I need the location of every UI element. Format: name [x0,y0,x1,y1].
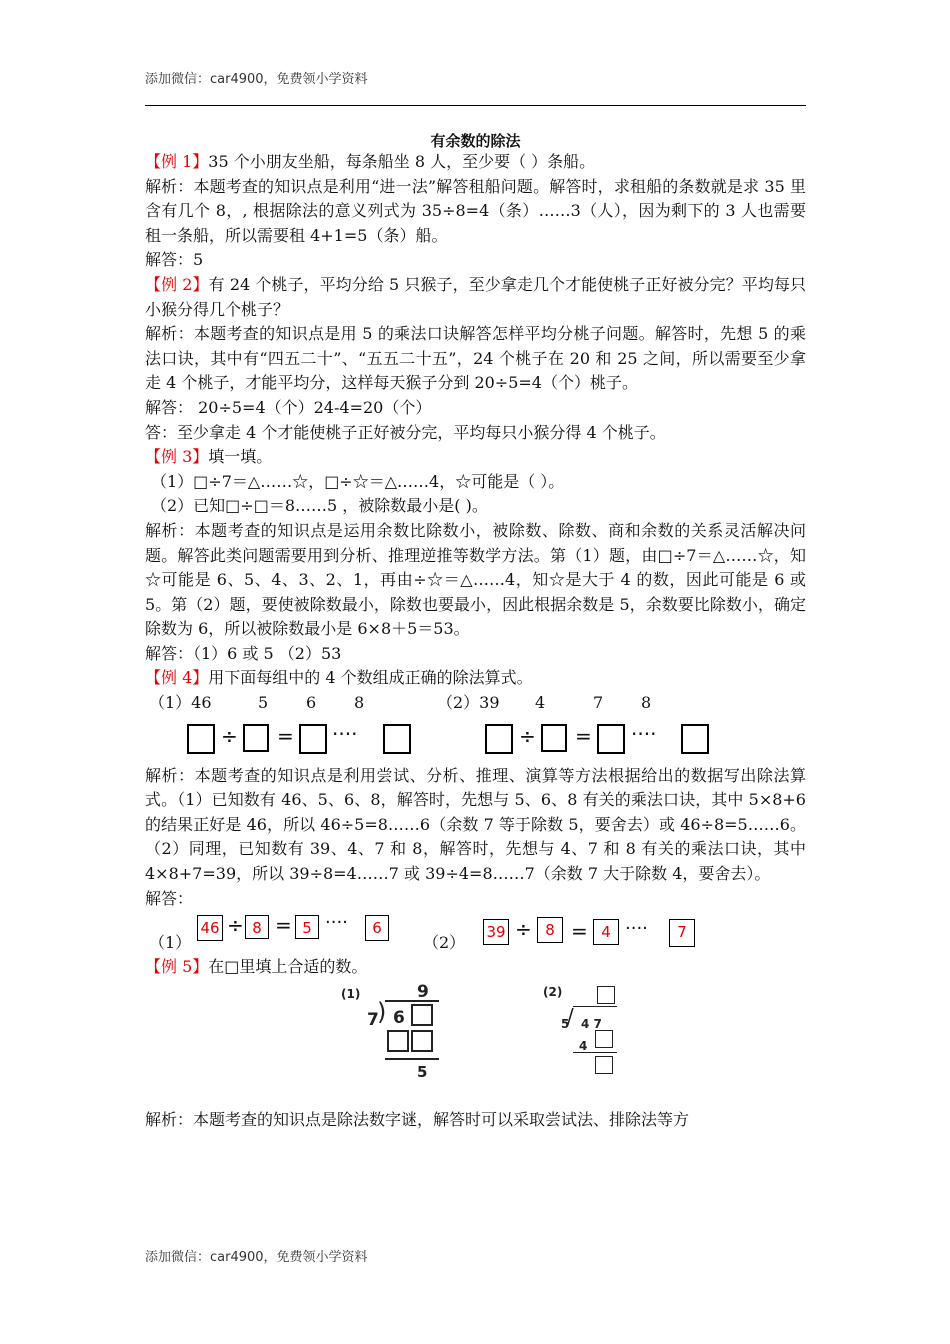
equals-sign: = [277,723,294,748]
example-2-question: 【例 2】有 24 个桃子，平均分给 5 只猴子，至少拿走几个才能使桃子正好被分完？平均每只小猴分得几个桃子？ [145,274,806,319]
group2-number-3: 7 [593,693,604,713]
puzzle-1-blank [411,1004,433,1026]
document-body [145,150,806,1132]
example-4-analysis: 解析：本题考查的知识点是利用尝试、分析、推理、演算等方法根据给出的数据写出除法算式。（1）已知数有 46、5、6、8，解答时，先想与 5、6、8 有关的乘法口诀，其中 5×8+6 的结果正好是 46，所以 46÷5=8……6（余数 7 等于除数 5，要舍去）或 46÷8=5……6。（2）同理，已知数有 39、4、7 和 8，解答时，先想与 4、7 和 8 有关的乘法口诀，其中 4×8+7=39，所以 39÷8=4……7 或 39÷4=8……7（余数 7 大于除数 4，要舍去）。 [145,765,806,884]
answer-1-quotient: 5 [295,915,319,939]
example-5-tag: 【例 5】 [145,957,209,977]
example-3-q2: （2）已知□÷□＝8……5 ，被除数最小是( )。 [151,496,488,516]
puzzle-1-subtract-line [385,1058,439,1060]
example-1-answer: 解答：5 [145,250,204,270]
puzzle-2-quotient-blank [597,986,615,1004]
puzzle-1-division-bar [385,1000,439,1002]
example-1-tag: 【例 1】 [145,152,209,171]
puzzle-2-blank [595,1030,613,1048]
puzzle-1-blank [387,1030,409,1052]
remainder-dots: ···· [332,721,358,746]
puzzle-2-bracket: / [567,1003,574,1028]
header-rule [145,105,806,106]
answer-1-label: （1） [149,933,192,953]
remainder-dots: ···· [625,918,648,940]
puzzle-2-divisor: 5 [561,1016,570,1031]
divide-sign: ÷ [515,917,532,942]
equals-sign: = [275,913,292,938]
example-2-tag: 【例 2】 [145,274,209,294]
example-2-analysis: 解析：本题考查的知识点是用 5 的乘法口诀解答怎样平均分桃子问题。解答时，先想 5 的乘法口诀，其中有“四五二十”、“五五二十五”，24 个桃子在 20 和 25 之间，所以需要至少拿走 4 个桃子，才能平均分，这样每天猴子分到 20÷5=4（个）桃子。 [145,324,806,393]
example-1-question: 【例 1】35 个小朋友坐船，每条船坐 8 人，至少要（ ）条船。 [145,152,596,171]
puzzle-2-label: (2) [543,984,563,999]
example-2-reply: 答：至少拿走 4 个才能使桃子正好被分完，平均每只小猴分得 4 个桃子。 [145,422,666,442]
remainder-dots: ···· [325,912,348,934]
answer-1-remainder: 6 [365,915,389,941]
answer-1-divisor: 8 [245,915,269,939]
example-3-question: 【例 3】填一填。 [145,447,273,467]
puzzle-2-remainder-blank [595,1056,613,1074]
example-4-blank-equations [145,716,806,758]
puzzle-1-label: (1) [341,986,361,1001]
answer-2-quotient: 4 [593,919,619,945]
puzzle-2-subtract-line [573,1052,617,1053]
blank-box [541,724,567,752]
puzzle-2-sub-digit: 4 [579,1038,588,1053]
example-3-tag: 【例 3】 [145,447,209,467]
group2-number-1: （2）39 [437,693,500,713]
answer-1-dividend: 46 [197,915,223,941]
divide-sign: ÷ [227,913,244,938]
example-3-q1: （1）□÷7＝△……☆，□÷☆＝△……4，☆可能是（ ）。 [151,471,565,491]
example-5-question: 【例 5】在□里填上合适的数。 [145,957,368,977]
group2-number-2: 4 [535,693,546,713]
example-5-puzzles [145,980,806,1098]
blank-box [299,724,327,754]
example-4-answer-label: 解答： [145,888,194,908]
remainder-dots: ···· [631,721,657,746]
puzzle-1-dividend-digit: 6 [393,1007,405,1028]
answer-2-dividend: 39 [483,919,509,945]
puzzle-2-dividend: 4 7 [581,1016,602,1031]
blank-box [383,724,411,754]
group1-number-3: 6 [306,693,317,713]
example-3-analysis: 解析：本题考查的知识点是运用余数比除数小，被除数、除数、商和余数的关系灵活解决问题。解答此类问题需要用到分析、推理逆推等数学方法。第（1）题，由□÷7＝△……☆，知☆可能是 6、5、4、3、2、1，再由÷☆＝△……4，知☆是大于 4 的数，因此可能是 6 或 5。第（2）题，要使被除数最小，除数也要最小，因此根据余数是 5，余数要比除数小，确定除数为 6，所以被除数最小是 6×8＋5＝53。 [145,520,806,639]
example-2-answer: 解答： 20÷5=4（个）24-4=20（个） [145,397,432,417]
example-3-answer: 解答：（1）6 或 5 （2）53 [145,643,342,663]
blank-box [187,724,215,754]
example-4-number-groups [145,691,806,716]
example-4-answers [145,911,806,955]
blank-box [681,724,709,754]
puzzle-2-division-bar [573,1006,617,1007]
example-4-tag: 【例 4】 [145,668,209,688]
equals-sign: = [575,723,592,748]
blank-box [597,724,625,754]
group1-number-4: 8 [354,693,365,713]
page-header: 添加微信：car4900，免费领小学资料 [145,72,368,87]
puzzle-1-blank [411,1030,433,1052]
example-5-analysis: 解析：本题考查的知识点是除法数字谜，解答时可以采取尝试法、排除法等方 [145,1109,690,1129]
puzzle-1-divisor: 7 [367,1009,379,1030]
example-1-analysis: 解析：本题考查的知识点是利用“进一法”解答租船问题。解答时，求租船的条数就是求 35 里含有几个 8，, 根据除法的意义列式为 35÷8=4（条）……3（人），因为剩下的 3 人也需要租一条船，所以需要租 4+1=5（条）船。 [145,176,806,245]
divide-sign: ÷ [221,723,238,748]
equals-sign: = [571,919,588,944]
answer-2-remainder: 7 [669,919,695,947]
blank-box [243,724,269,752]
puzzle-1-bracket: ) [377,997,387,1026]
group1-number-1: （1）46 [149,693,212,713]
example-4-question: 【例 4】用下面每组中的 4 个数组成正确的除法算式。 [145,668,533,688]
answer-2-divisor: 8 [537,917,563,943]
group2-number-4: 8 [641,693,652,713]
divide-sign: ÷ [519,723,536,748]
page-footer: 添加微信：car4900，免费领小学资料 [145,1250,368,1265]
blank-box [485,724,513,754]
puzzle-1-remainder: 5 [417,1062,428,1081]
puzzle-1-quotient: 9 [417,981,429,1002]
page-title: 有余数的除法 [430,132,521,150]
answer-2-label: （2） [423,933,466,953]
group1-number-2: 5 [258,693,269,713]
